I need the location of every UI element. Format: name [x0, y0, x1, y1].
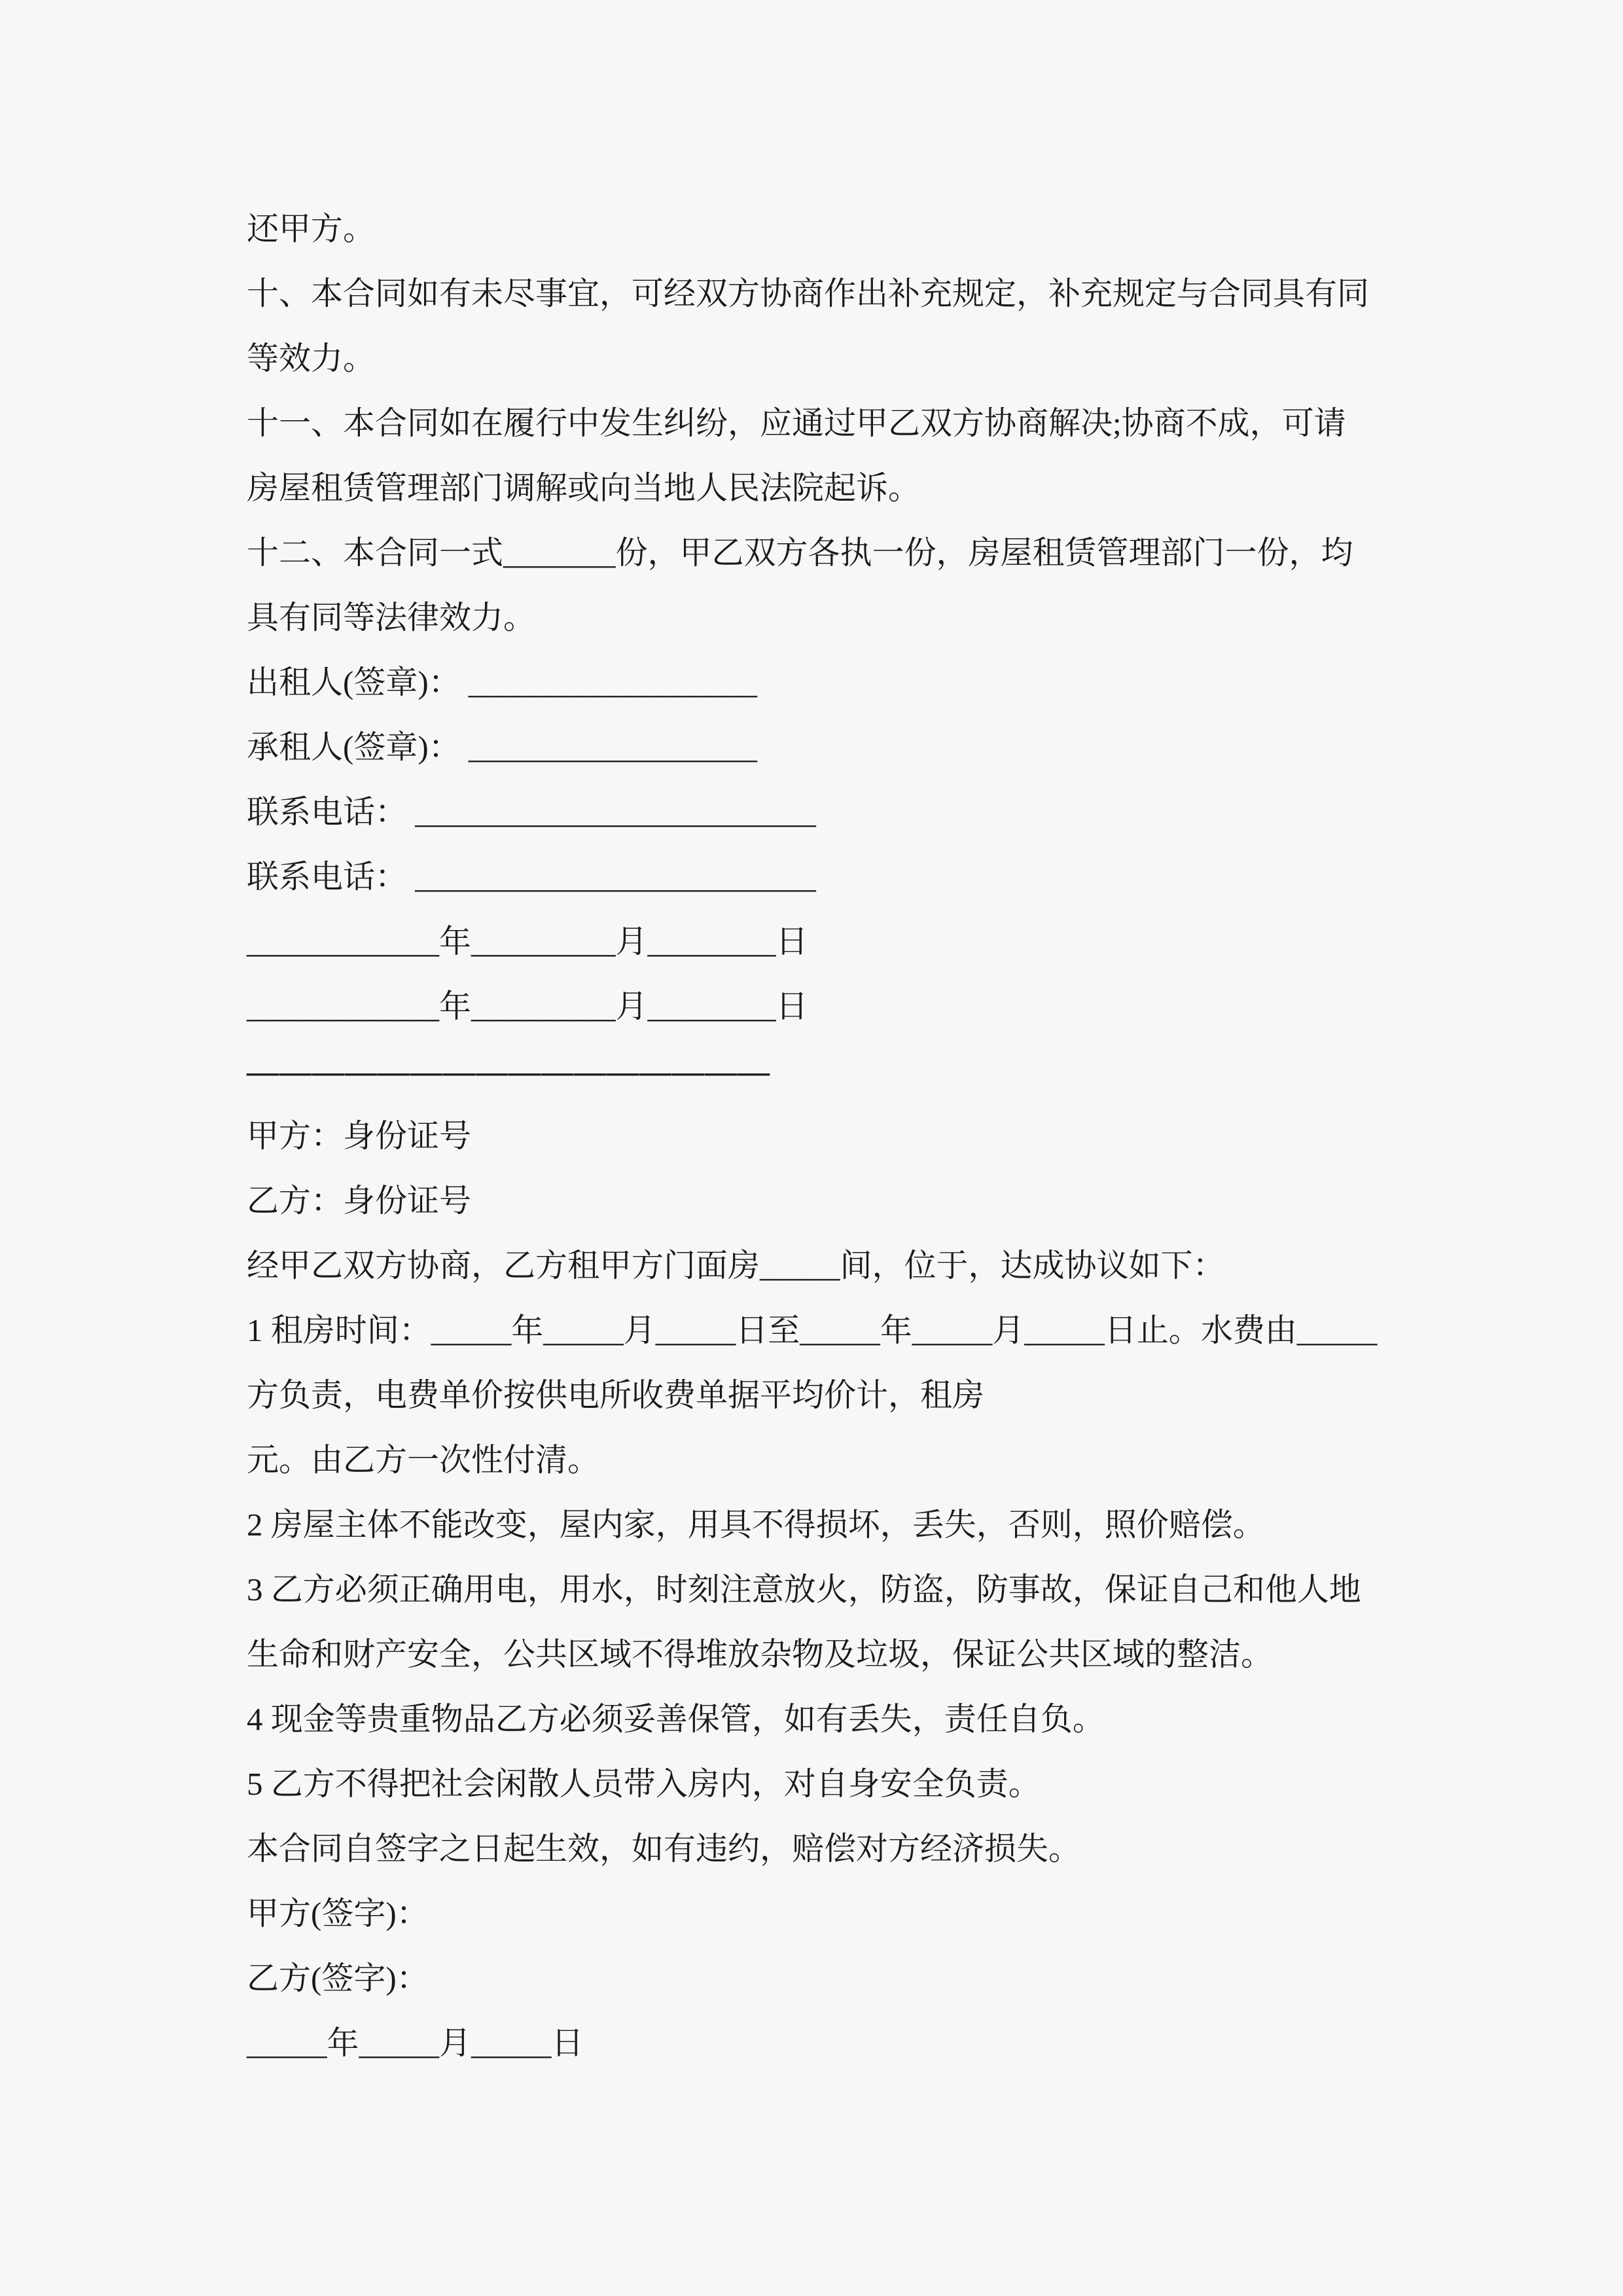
- line-term-3-cont: 生命和财产安全，公共区域不得堆放杂物及垃圾，保证公共区域的整洁。: [247, 1636, 1274, 1672]
- line-party-a-id: 甲方：身份证号: [247, 1118, 472, 1154]
- line-term-5-visitors: 5 乙方不得把社会闲散人员带入房内，对自身安全负责。: [247, 1766, 1041, 1802]
- line-date-final: _____年_____月_____日: [247, 2025, 584, 2061]
- line-lessee-phone: 联系电话： _________________________: [247, 859, 816, 895]
- line-return-premises: 还甲方。: [247, 211, 376, 247]
- line-lessee-signature: 承租人(签章)： __________________: [247, 729, 757, 765]
- line-clause-11: 十一、本合同如在履行中发生纠纷，应通过甲乙双方协商解决;协商不成，可请: [247, 405, 1346, 441]
- line-date-blank-1: ____________年_________月________日: [247, 924, 808, 960]
- line-term-1-rental-period: 1 租房时间：_____年_____月_____日至_____年_____月_____日止。水费由_____: [247, 1312, 1378, 1348]
- line-clause-12-cont: 具有同等法律效力。: [247, 600, 536, 636]
- line-term-1-cont: 方负责，电费单价按供电所收费单据平均价计，租房: [247, 1377, 985, 1413]
- line-term-3-safety: 3 乙方必须正确用电，用水，时刻注意放火，防盗，防事故，保证自己和他人地: [247, 1571, 1361, 1607]
- line-lessor-phone: 联系电话： _________________________: [247, 794, 816, 830]
- line-term-2-structure: 2 房屋主体不能改变，屋内家，用具不得损坏，丢失，否则，照价赔偿。: [247, 1507, 1265, 1543]
- line-clause-11-cont: 房屋租赁管理部门调解或向当地人民法院起诉。: [247, 470, 921, 506]
- line-clause-12: 十二、本合同一式_______份，甲乙双方各执一份，房屋租赁管理部门一份，均: [247, 535, 1353, 571]
- line-agreement-intro: 经甲乙双方协商，乙方租甲方门面房_____间，位于，达成协议如下：: [247, 1247, 1225, 1283]
- line-party-b-id: 乙方：身份证号: [247, 1183, 472, 1219]
- line-term-1-payment: 元。由乙方一次性付清。: [247, 1442, 600, 1478]
- separator-dash-line: ————————————————: [247, 1053, 770, 1089]
- line-party-b-sign: 乙方(签字)：: [247, 1960, 429, 1996]
- line-term-4-valuables: 4 现金等贵重物品乙方必须妥善保管，如有丢失，责任自负。: [247, 1701, 1105, 1737]
- line-date-blank-2: ____________年_________月________日: [247, 988, 808, 1024]
- line-party-a-sign: 甲方(签字)：: [247, 1895, 429, 1931]
- line-clause-10: 十、本合同如有未尽事宜，可经双方协商作出补充规定，补充规定与合同具有同: [247, 276, 1370, 312]
- line-effective-clause: 本合同自签字之日起生效，如有违约，赔偿对方经济损失。: [247, 1831, 1081, 1867]
- line-lessor-signature: 出租人(签章)： __________________: [247, 664, 757, 700]
- line-clause-10-cont: 等效力。: [247, 340, 376, 376]
